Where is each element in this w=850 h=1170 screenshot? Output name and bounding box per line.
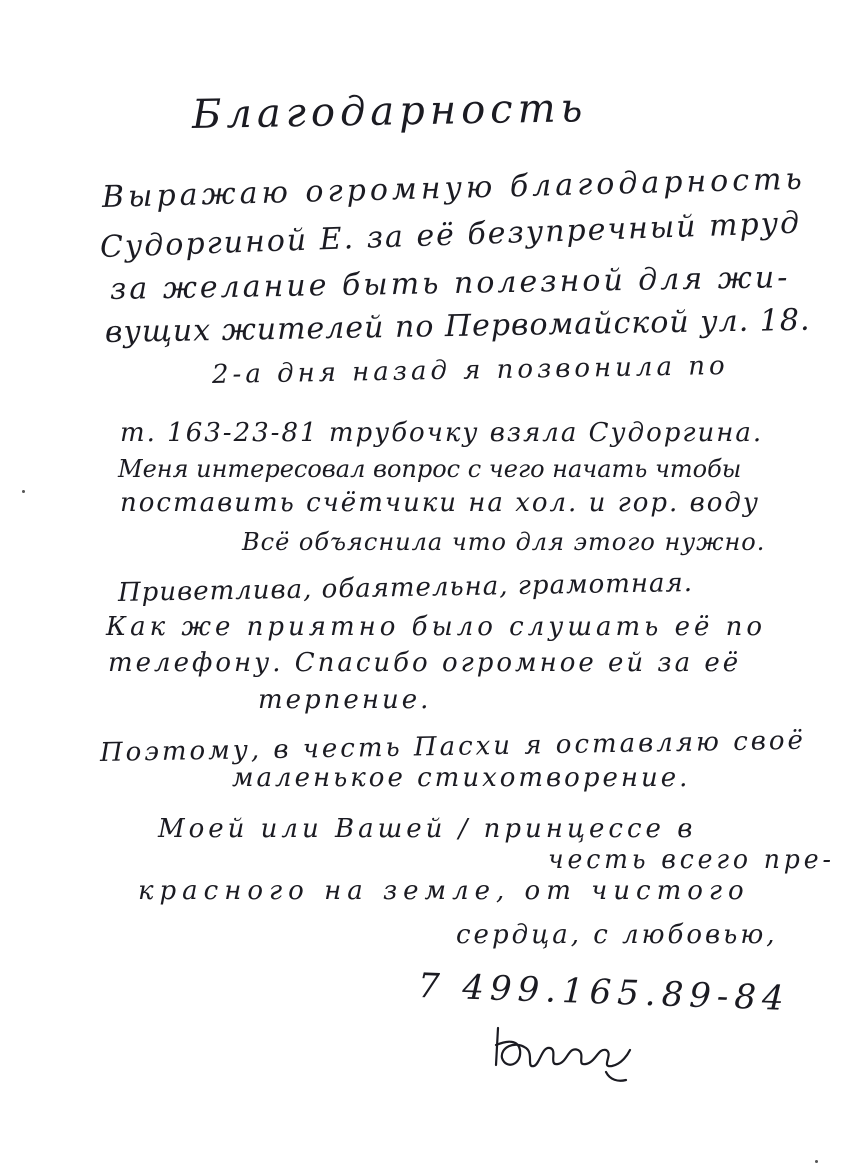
letter-line: Приветлива, обаятельна, грамотная. (117, 567, 694, 608)
phone-number: 7 499.165.89-84 (417, 966, 791, 1019)
letter-line: Всё объяснила что для этого нужно. (242, 528, 766, 556)
letter-line: вущих жителей по Первомайской ул. 18. (104, 302, 811, 350)
letter-line: телефону. Спасибо огромное ей за её (108, 648, 742, 678)
scan-dot (815, 1160, 818, 1163)
scan-dot (22, 490, 25, 493)
letter-title: Благодарность (191, 85, 588, 138)
letter-line: сердца, с любовью, (456, 920, 778, 950)
letter-line: терпение. (258, 685, 432, 715)
letter-line: честь всего пре- (548, 845, 835, 875)
letter-line: Моей или Вашей / принцессе в (158, 814, 697, 844)
letter-line: 2-а дня назад я позвонила по (211, 350, 729, 390)
letter-line: маленькое стихотворение. (232, 763, 691, 793)
letter-line: поставить счётчики на хол. и гор. воду (120, 488, 760, 518)
letter-line: Судоргиной Е. за её безупречный труд (99, 205, 802, 265)
letter-line: Выражаю огромную благодарность (101, 161, 807, 215)
letter-line: за желание быть полезной для жи- (109, 260, 791, 307)
letter-line: Меня интересовал вопрос с чего начать чтобы (118, 455, 742, 483)
letter-line: Как же приятно было слушать её по (106, 612, 767, 642)
letter-line: Поэтому, в честь Пасхи я оставляю своё (99, 725, 807, 768)
letter-line: т. 163-23-81 трубочку взяла Судоргина. (120, 418, 764, 448)
handwritten-signature (488, 1010, 638, 1090)
letter-line: красного на земле, от чистого (138, 876, 750, 906)
